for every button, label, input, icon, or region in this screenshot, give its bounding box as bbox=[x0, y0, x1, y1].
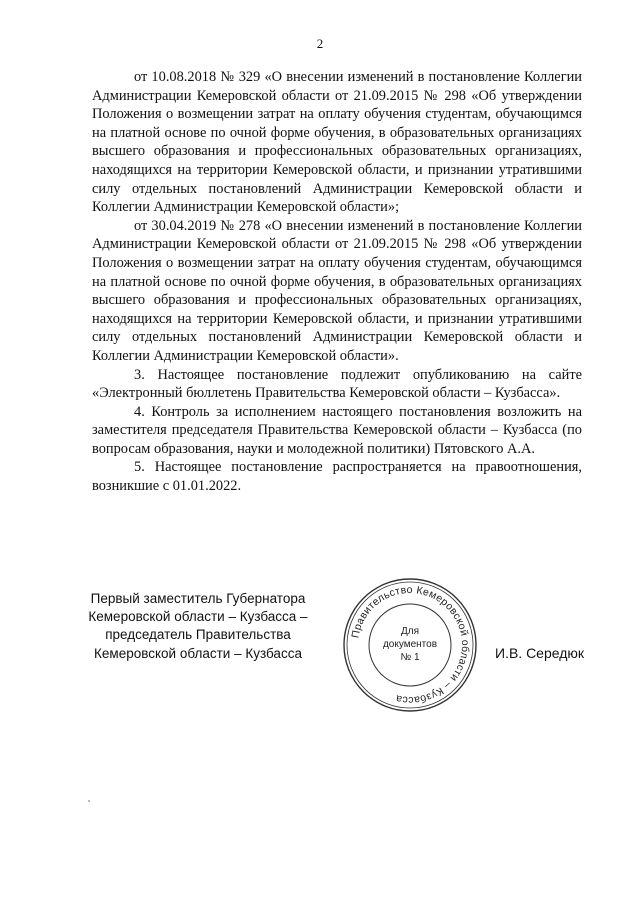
seal-center-line: Для bbox=[400, 626, 420, 637]
signatory-title bbox=[88, 590, 308, 663]
paragraph-item-4: 4. Контроль за исполнением настоящего постановления возложить на заместителя председателя Правительства Кемеровской области – Кузбасса (по вопросам образования, науки и молодежной политики) Пятовского А.А. bbox=[92, 403, 582, 457]
paragraph-item-3: 3. Настоящее постановление подлежит опубликованию на сайте «Электронный бюллетень Правительства Кемеровской области – Кузбасса». bbox=[92, 366, 582, 402]
seal-ring-text: Правительство Кемеровской области – Кузбасса bbox=[349, 583, 472, 707]
signatory-title-line: Кемеровской области – Кузбасса – bbox=[88, 609, 308, 625]
signer-name: И.В. Середюк bbox=[495, 645, 585, 661]
paragraph-item-5: 5. Настоящее постановление распространяется на правоотношения, возникшие с 01.01.2022. bbox=[92, 459, 582, 495]
signatory-title-line: Кемеровской области – Кузбасса bbox=[94, 645, 302, 661]
document-body bbox=[92, 68, 582, 496]
paragraph-resolution-2019: от 30.04.2019 № 278 «О внесении изменений в постановление Коллегии Администрации Кемеровской области от 21.09.2015 № 298 «Об утверждении Положения о возмещении затрат на оплату обучения студентам, обучающимся на платной основе по очной форме обучения, в образовательных организациях высшего образования и профессиональных образовательных организациях, находящихся на территории Кемеровской области, и признании утратившими силу отдельных постановлений Администрации Кемеровской области и Коллегии Администрации Кемеровской области». bbox=[92, 217, 582, 364]
scan-dot bbox=[88, 800, 90, 802]
signatory-title-line: председатель Правительства bbox=[105, 627, 291, 643]
paragraph-resolution-2018: от 10.08.2018 № 329 «О внесении изменений в постановление Коллегии Администрации Кемеровской области от 21.09.2015 № 298 «Об утверждении Положения о возмещении затрат на оплату обучения студентам, обучающимся на платной основе по очной форме обучения, в образовательных организациях высшего образования и профессиональных образовательных организациях, находящихся на территории Кемеровской области, и признании утратившими силу отдельных постановлений Администрации Кемеровской области и Коллегии Администрации Кемеровской области»; bbox=[92, 69, 582, 216]
page-number: 2 bbox=[316, 36, 324, 51]
seal-center-line: документов bbox=[382, 639, 438, 650]
signatory-title-line: Первый заместитель Губернатора bbox=[90, 591, 306, 606]
seal-center-line: № 1 bbox=[400, 652, 420, 663]
official-seal-stamp bbox=[340, 575, 480, 715]
